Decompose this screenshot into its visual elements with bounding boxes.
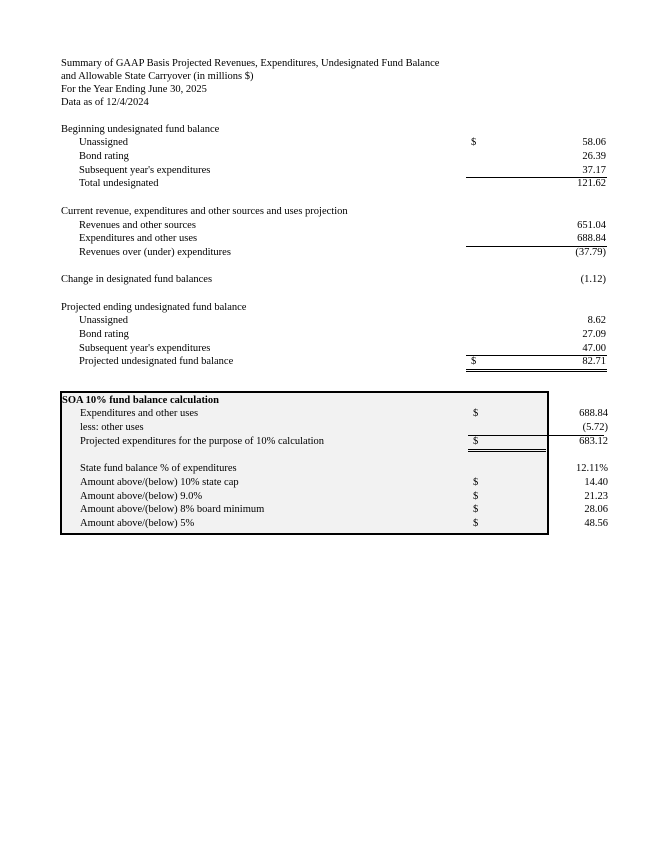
- table-row: [61, 246, 606, 260]
- section-title: Beginning undesignated fund balance: [61, 123, 220, 135]
- table-row: [62, 476, 608, 490]
- table-row: [62, 462, 608, 476]
- row-label: Unassigned: [79, 315, 128, 327]
- spacer: [61, 109, 551, 123]
- row-amount: 47.00: [582, 342, 606, 354]
- row-amount: 28.06: [584, 504, 608, 516]
- table-row: [62, 490, 608, 504]
- row-label: Amount above/(below) 8% board minimum: [80, 504, 265, 516]
- table-row: [61, 355, 606, 369]
- dollar-sign: $: [473, 476, 479, 488]
- row-label: Amount above/(below) 10% state cap: [80, 476, 239, 488]
- table-row: [62, 435, 608, 449]
- table-row: [61, 150, 606, 164]
- dollar-sign: $: [473, 517, 479, 529]
- table-row: [61, 314, 606, 328]
- row-label: Projected undesignated fund balance: [79, 356, 234, 368]
- spacer: [61, 260, 551, 274]
- spacer: [61, 287, 551, 301]
- section-title: SOA 10% fund balance calculation: [62, 394, 219, 406]
- projected-section: [61, 301, 606, 369]
- row-label: Subsequent year's expenditures: [79, 164, 211, 176]
- row-amount: 21.23: [584, 490, 608, 502]
- dollar-sign: $: [471, 137, 477, 149]
- row-label: Bond rating: [79, 151, 129, 163]
- row-amount: 37.17: [582, 164, 606, 176]
- row-amount: 48.56: [584, 517, 608, 529]
- row-label: Subsequent year's expenditures: [79, 342, 211, 354]
- row-label: Change in designated fund balances: [61, 274, 213, 286]
- row-label: Expenditures and other uses: [80, 408, 199, 420]
- section-title: Current revenue, expenditures and other sources and uses projection: [61, 205, 348, 217]
- soa-calculation-box: [60, 391, 608, 535]
- row-amount: 27.09: [582, 329, 606, 340]
- dollar-sign: $: [473, 490, 479, 502]
- underline: [466, 164, 607, 179]
- row-amount: 8.62: [587, 315, 606, 327]
- table-row: [61, 177, 606, 191]
- row-label: State fund balance % of expenditures: [80, 463, 237, 475]
- row-amount: 58.06: [582, 137, 606, 149]
- row-amount: 14.40: [584, 476, 608, 488]
- table-row: [61, 342, 606, 356]
- table-row: [62, 421, 608, 435]
- underline: [466, 342, 607, 357]
- row-amount: 688.84: [579, 408, 608, 420]
- table-row: [61, 136, 606, 150]
- dollar-sign: $: [473, 504, 479, 516]
- row-amount: 651.04: [577, 219, 606, 231]
- row-amount: 26.39: [582, 151, 606, 163]
- table-row: [61, 164, 606, 178]
- change-row: [61, 273, 606, 287]
- double-underline: [468, 435, 546, 452]
- report-header: [61, 57, 551, 109]
- dollar-sign: $: [471, 356, 477, 368]
- spacer: [61, 191, 551, 205]
- row-label: Amount above/(below) 9.0%: [80, 490, 203, 502]
- table-row: [61, 328, 606, 342]
- table-row: [61, 219, 606, 233]
- row-amount: 12.11%: [576, 463, 608, 475]
- table-row: [61, 232, 606, 246]
- row-label: Total undesignated: [79, 178, 159, 190]
- row-label: Bond rating: [79, 329, 129, 340]
- table-row: [62, 503, 608, 517]
- report-title-line1: Summary of GAAP Basis Projected Revenues, Expenditures, Undesignated Fund Balance: [61, 58, 440, 69]
- row-amount: 82.71: [582, 356, 606, 368]
- row-label: Revenues and other sources: [79, 219, 196, 231]
- row-label: Projected expenditures for the purpose of 10% calculation: [80, 435, 325, 447]
- table-row: [62, 517, 608, 531]
- section-title: Projected ending undesignated fund balance: [61, 301, 247, 313]
- row-amount: 121.62: [577, 178, 606, 190]
- report-period: For the Year Ending June 30, 2025: [61, 84, 207, 95]
- beginning-section: [61, 123, 606, 191]
- row-amount: (37.79): [575, 246, 606, 258]
- dollar-sign: $: [473, 435, 479, 447]
- row-amount: 683.12: [579, 435, 608, 447]
- row-amount: (5.72): [582, 422, 608, 434]
- underline: [468, 421, 604, 436]
- report-data-date: Data as of 12/4/2024: [61, 97, 149, 108]
- row-label: Expenditures and other uses: [79, 233, 198, 245]
- report-page: [61, 57, 608, 535]
- row-amount: (1.12): [580, 274, 606, 286]
- row-label: Revenues over (under) expenditures: [79, 246, 231, 258]
- dollar-sign: $: [473, 408, 479, 420]
- double-underline: [466, 355, 607, 372]
- row-amount: 688.84: [577, 233, 606, 245]
- underline: [466, 232, 607, 247]
- row-label: Unassigned: [79, 137, 128, 149]
- spacer: [61, 383, 551, 391]
- row-label: less: other uses: [80, 422, 144, 434]
- row-label: Amount above/(below) 5%: [80, 517, 195, 529]
- current-section: [61, 205, 606, 260]
- report-title-line2: and Allowable State Carryover (in millions $): [61, 71, 254, 82]
- table-row: [62, 407, 608, 421]
